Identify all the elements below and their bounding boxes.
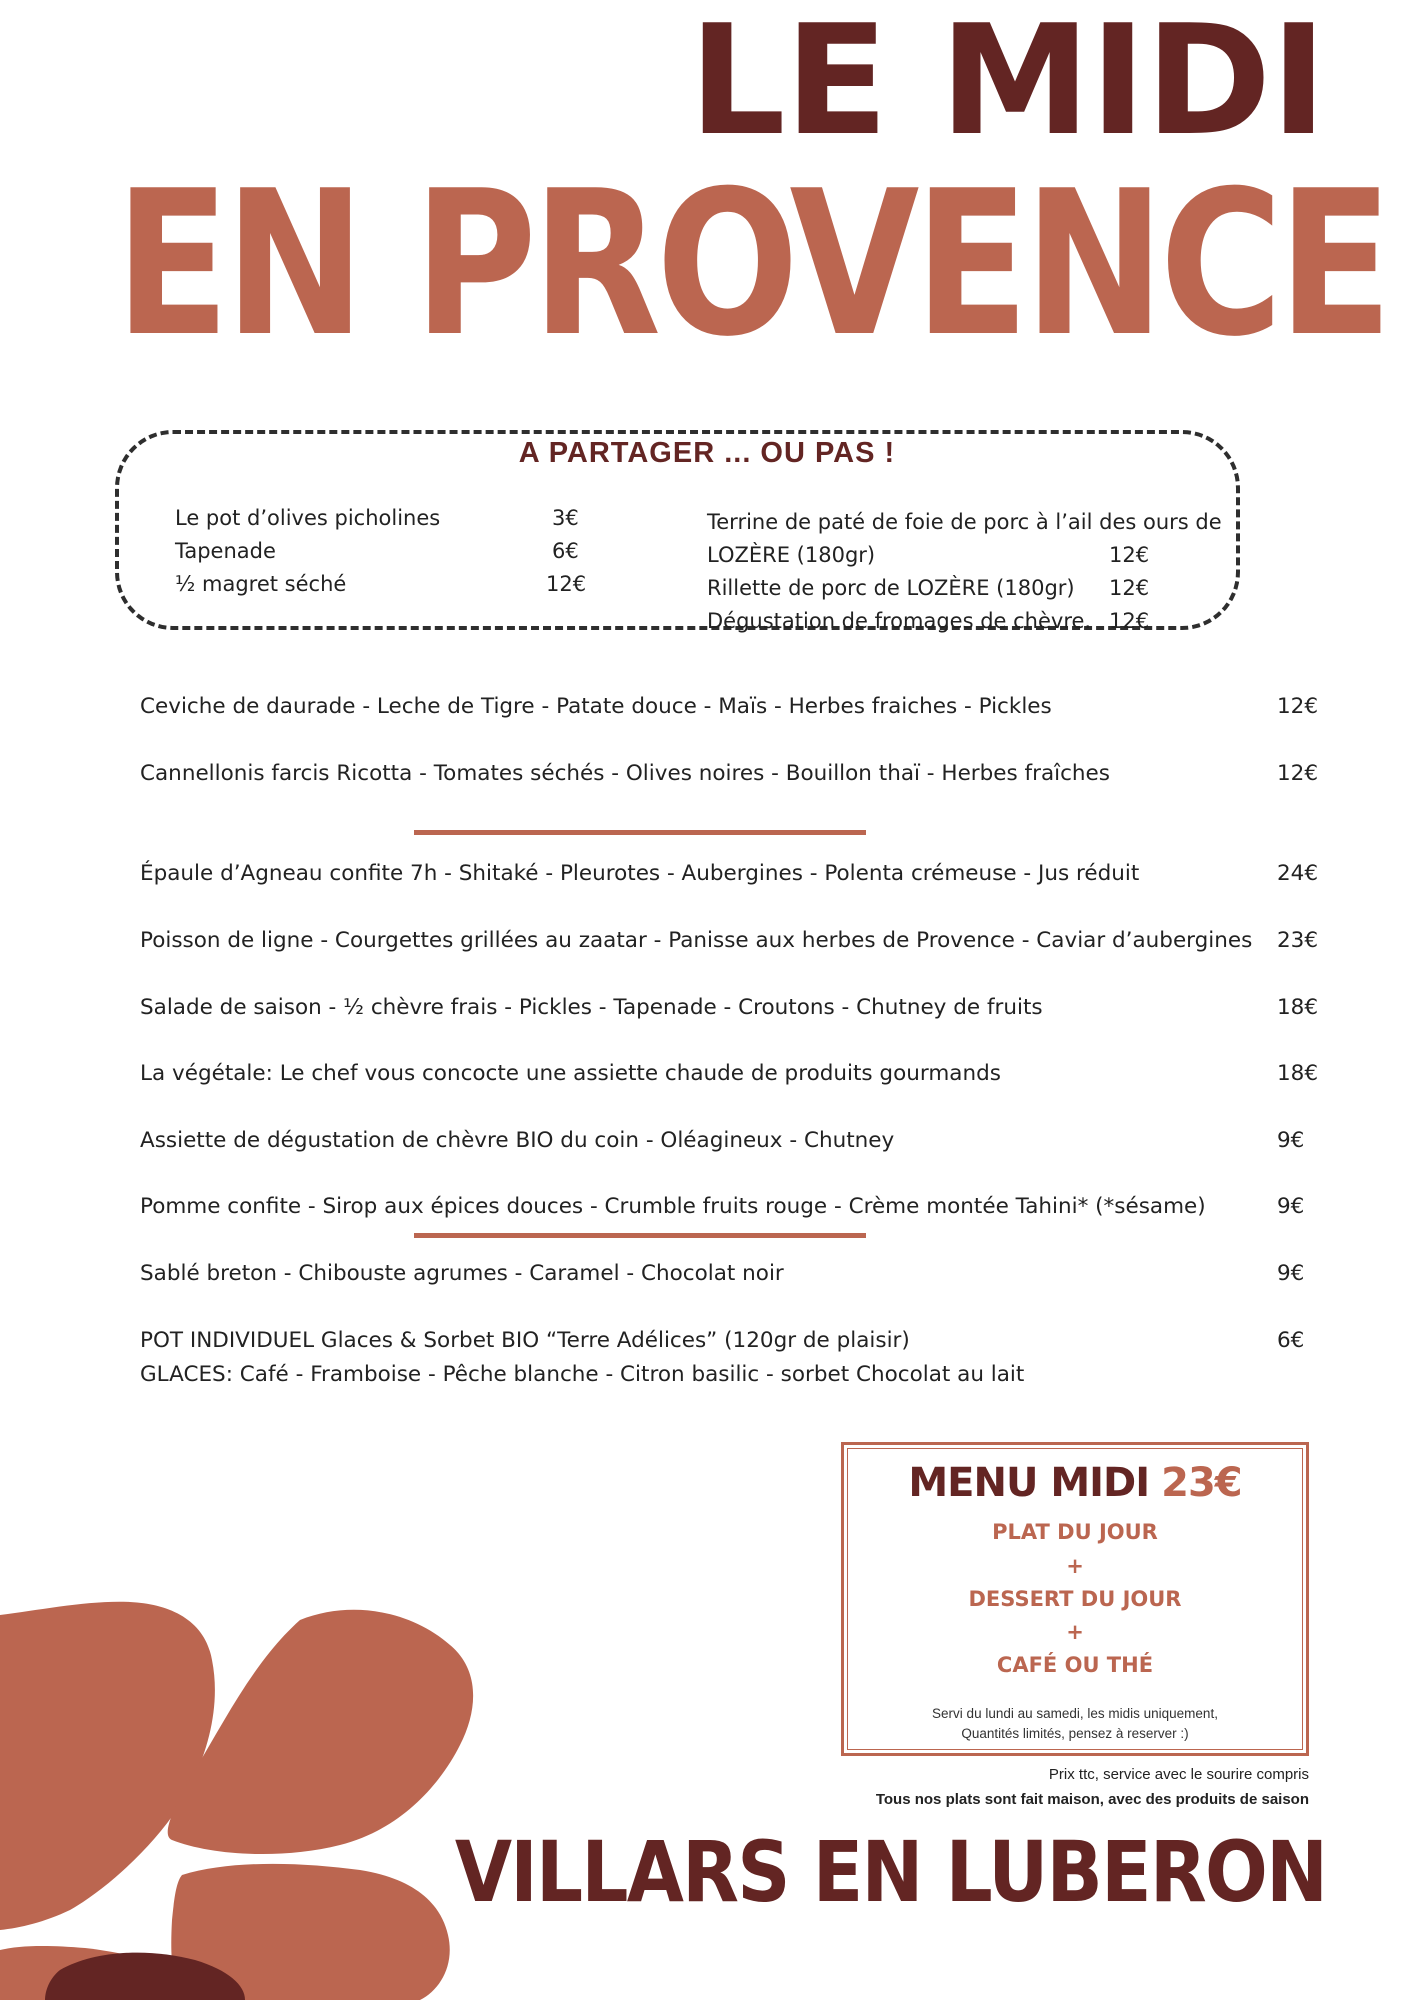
share-item-price: 12€ <box>1109 576 1150 600</box>
footer-note: Prix ttc, service avec le sourire compris <box>1048 1766 1309 1783</box>
dish-price: 23€ <box>1277 928 1319 953</box>
dish-item <box>140 1190 1320 1223</box>
dish-label: Assiette de dégustation de chèvre BIO du coin - Oléagineux - Chutney <box>140 1128 895 1153</box>
menu-midi-line: DESSERT DU JOUR <box>968 1587 1182 1611</box>
menu-midi-title-text: MENU MIDI <box>908 1460 1150 1506</box>
footer-note-bold: Tous nos plats sont fait maison, avec des produits de saison <box>875 1791 1309 1808</box>
dish-label: Épaule d’Agneau confite 7h - Shitaké - Pleurotes - Aubergines - Polenta crémeuse - Jus réduit <box>140 861 1140 886</box>
title-en-provence: EN PROVENCE <box>115 148 1388 381</box>
dish-label: Ceviche de daurade - Leche de Tigre - Patate douce - Maïs - Herbes fraiches - Pickles <box>140 694 1052 719</box>
dish-label: Salade de saison - ½ chèvre frais - Pickles - Tapenade - Croutons - Chutney de fruits <box>140 995 1043 1020</box>
dish-item <box>140 991 1320 1024</box>
share-item-price: 12€ <box>546 572 587 596</box>
share-item-label: ½ magret séché <box>175 572 347 596</box>
share-item <box>707 572 1247 605</box>
dish-price: 6€ <box>1277 1328 1305 1353</box>
menu-midi-title <box>841 1460 1309 1506</box>
flower-petal <box>168 1610 473 1854</box>
menu-midi-note: Quantités limités, pensez à reserver :) <box>961 1726 1189 1741</box>
dish-item <box>140 1358 1320 1391</box>
dish-label: POT INDIVIDUEL Glaces & Sorbet BIO “Terre Adélices” (120gr de plaisir) <box>140 1328 910 1353</box>
dish-item <box>140 1057 1320 1090</box>
menu-midi-note: Servi du lundi au samedi, les midis uniquement, <box>932 1706 1218 1721</box>
share-item-label: Dégustation de fromages de chèvre. <box>707 609 1092 633</box>
dish-item <box>140 1257 1320 1290</box>
divider <box>414 830 866 835</box>
menu-midi-plus: + <box>1066 1620 1084 1644</box>
share-right-list <box>707 506 1247 638</box>
dish-price: 24€ <box>1277 861 1319 886</box>
place-name: VILLARS EN LUBERON <box>454 1823 1326 1921</box>
share-item <box>175 535 595 568</box>
dish-label: Poisson de ligne - Courgettes grillées au zaatar - Panisse aux herbes de Provence - Caviar d’aubergines <box>140 928 1253 953</box>
dish-price: 9€ <box>1277 1261 1305 1286</box>
dish-price: 12€ <box>1277 694 1319 719</box>
share-item-label: Rillette de porc de LOZÈRE (180gr) <box>707 576 1075 600</box>
share-item-label: Tapenade <box>175 539 276 563</box>
menu-midi-line: CAFÉ OU THÉ <box>996 1653 1154 1677</box>
share-item <box>175 502 595 535</box>
share-item-label: LOZÈRE (180gr) <box>707 543 876 567</box>
dish-price: 9€ <box>1277 1194 1305 1219</box>
dish-label: Cannellonis farcis Ricotta - Tomates séchés - Olives noires - Bouillon thaï - Herbes fraîches <box>140 761 1110 786</box>
share-item-label: Le pot d’olives picholines <box>175 506 441 530</box>
dish-item <box>140 690 1320 723</box>
title-le-midi: LE MIDI <box>688 0 1326 169</box>
dish-label: La végétale: Le chef vous concocte une assiette chaude de produits gourmands <box>140 1061 1001 1086</box>
dish-item <box>140 757 1320 790</box>
divider <box>414 1233 866 1238</box>
share-item <box>707 539 1247 572</box>
dish-item <box>140 1324 1320 1357</box>
dish-label: GLACES: Café - Framboise - Pêche blanche - Citron basilic - sorbet Chocolat au lait <box>140 1362 1025 1387</box>
share-item-price: 12€ <box>1109 543 1150 567</box>
share-title: A PARTAGER ... OU PAS ! <box>518 437 896 469</box>
flower-decoration <box>0 1570 520 2000</box>
dish-item <box>140 1124 1320 1157</box>
share-item-price: 6€ <box>552 539 579 563</box>
dish-label: Sablé breton - Chibouste agrumes - Caramel - Chocolat noir <box>140 1261 784 1286</box>
menu-midi-line: PLAT DU JOUR <box>992 1520 1158 1544</box>
share-item <box>707 605 1247 638</box>
dish-price: 18€ <box>1277 995 1319 1020</box>
dish-price: 18€ <box>1277 1061 1319 1086</box>
share-item <box>707 506 1247 539</box>
dish-price: 9€ <box>1277 1128 1305 1153</box>
dish-item <box>140 857 1320 890</box>
dish-item <box>140 924 1320 957</box>
share-item <box>175 568 595 601</box>
dish-price: 12€ <box>1277 761 1319 786</box>
share-item-price: 3€ <box>552 506 579 530</box>
share-left-list <box>175 502 595 601</box>
menu-midi-price: 23€ <box>1161 1460 1242 1506</box>
dish-label: Pomme confite - Sirop aux épices douces - Crumble fruits rouge - Crème montée Tahini* (*sésame) <box>140 1194 1206 1219</box>
menu-midi-plus: + <box>1066 1554 1084 1578</box>
share-item-label: Terrine de paté de foie de porc à l’ail des ours de <box>707 510 1222 534</box>
share-item-price: 12€ <box>1109 609 1150 633</box>
